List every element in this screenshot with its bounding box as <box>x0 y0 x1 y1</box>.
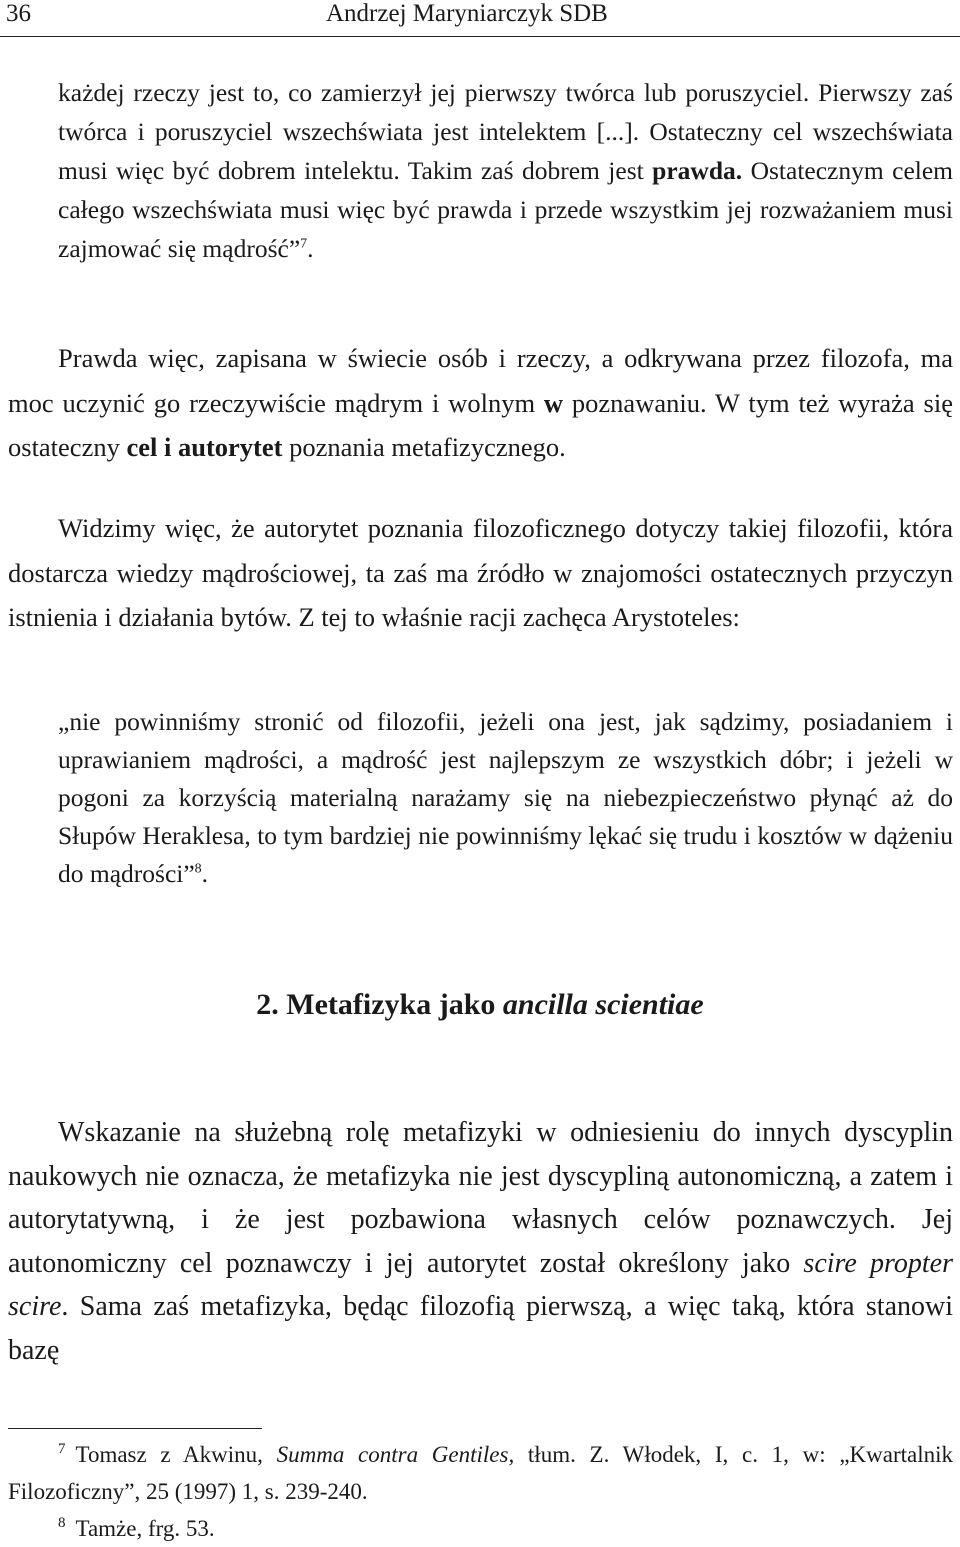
footnote-7 <box>8 1436 953 1510</box>
footnotes <box>8 1436 953 1547</box>
paragraph-text: poznawaniu. W tym też wyraża się ostateczny <box>8 387 953 462</box>
quote-period: . <box>307 234 314 263</box>
footnote-text: tłum. Z. Włodek, I, c. 1, w: „Kwartalnik Filozoficzny”, 25 (1997) 1, s. 239-240. <box>8 1442 953 1504</box>
page-header <box>0 0 960 37</box>
running-title: Andrzej Maryniarczyk SDB <box>326 0 608 27</box>
paragraph-text: Wskazanie na służebną rolę metafizyki w odniesieniu do innych dyscyplin naukowych nie oznacza, że metafizyka nie jest dyscypliną autonomiczną, a zatem i autorytatywną, i że jest pozbawiona własnych celów poznawczych. Jej autonomiczny cel poznawczy i jej autorytet został określony jako <box>8 1117 953 1279</box>
footnote-text: Tomasz z Akwinu, <box>75 1442 277 1467</box>
bold-word: w <box>543 387 564 418</box>
quote-period: . <box>201 859 209 888</box>
heading-text: 2. Metafizyka jako <box>256 988 503 1021</box>
italic-phrase: scire propter scire <box>8 1247 953 1322</box>
footnote-number: 8 <box>58 1515 66 1532</box>
footnote-text: Tamże, frg. 53. <box>75 1516 215 1541</box>
quote-text: „nie powinniśmy stronić od filozofii, jeżeli ona jest, jak sądzimy, posiadaniem i uprawianiem mądrości, a mądrość jest najlepszym ze wszystkich dóbr; i jeżeli w pogoni za korzyścią materialną narażamy się na niebezpieczeństwo płynąć aż do Słupów Heraklesa, to tym bardziej nie powinniśmy lękać się trudu i kosztów w dążeniu do mądrości” <box>58 707 953 888</box>
bold-phrase: cel i autorytet <box>126 432 283 462</box>
quote-text: każdej rzeczy jest to, co zamierzył jej pierwszy twórca lub poruszyciel. Pierwszy zaś twórca i poruszyciel wszechświata jest intelektem [...]. Ostateczny cel wszechświata musi więc być dobrem intelektu. Takim zaś dobrem jest <box>58 78 953 185</box>
quote-continuation <box>58 73 953 268</box>
footnote-separator <box>8 1428 262 1429</box>
heading-italic: ancilla scientiae <box>502 988 704 1021</box>
footnote-number: 7 <box>58 1441 66 1458</box>
paragraph-text: . Sama zaś metafizyka, będąc filozofią pierwszą, a więc taką, która stanowi bazę <box>8 1291 953 1366</box>
paragraph-3 <box>8 1111 953 1372</box>
quote-bold-word: prawda. <box>652 156 743 185</box>
section-heading <box>0 988 960 1022</box>
footnote-8 <box>8 1510 953 1547</box>
aristotle-quote <box>58 703 953 893</box>
page-number: 36 <box>6 0 31 27</box>
paragraph-1 <box>8 336 953 470</box>
paragraph-text: poznania metafizycznego. <box>282 432 566 462</box>
paragraph-text: Prawda więc, zapisana w świecie osób i rzeczy, a odkrywana przez filozofa, ma moc uczynić go rzeczywiście mądrym i wolnym <box>8 343 953 418</box>
paragraph-2: Widzimy więc, że autorytet poznania filozoficznego dotyczy takiej filozofii, która dostarcza wiedzy mądrościowej, ta zaś ma źródło w znajomości ostatecznych przyczyn istnienia i działania bytów. Z tej to właśnie racji zachęca Arystoteles: <box>8 513 953 632</box>
quote-text: Ostatecznym celem całego wszechświata musi więc być prawda i przede wszystkim jej rozważaniem musi zajmować się mądrość” <box>58 156 953 263</box>
footnote-ref-7[interactable]: 7 <box>300 236 308 252</box>
footnote-italic: Summa contra Gentiles, <box>276 1442 515 1467</box>
footnote-ref-8[interactable]: 8 <box>194 861 202 877</box>
